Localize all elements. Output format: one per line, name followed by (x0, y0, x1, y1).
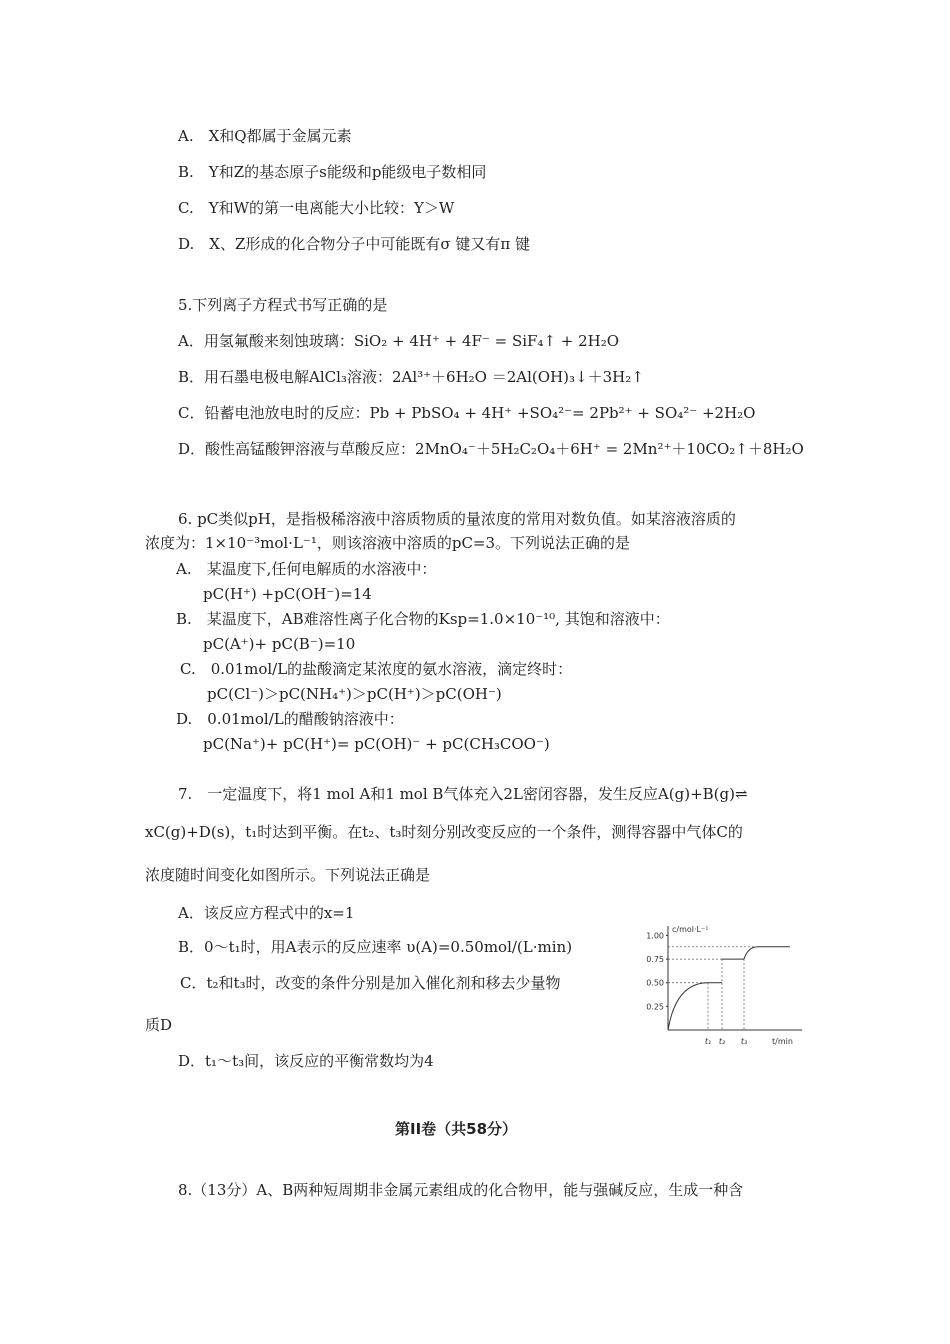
q5-option-b: B．用石墨电极电解AlCl₃溶液：2Al³⁺＋6H₂O ＝2Al(OH)₃↓＋3H₂↑ (178, 368, 644, 386)
q7-option-d: D．t₁～t₃间，该反应的平衡常数均为4 (178, 1052, 434, 1070)
q8-stem: 8.（13分）A、B两种短周期非金属元素组成的化合物甲，能与强碱反应，生成一种含 (178, 1181, 744, 1199)
q7-option-b: B．0～t₁时，用A表示的反应速率 υ(A)=0.50mol/(L·min) (178, 938, 573, 956)
q7-stem-line1: 7. 一定温度下，将1 mol A和1 mol B气体充入2L密闭容器，发生反应A(g)+B(g)⇌ (178, 785, 748, 803)
concentration-time-graph (630, 920, 805, 1050)
y-tick-label: 0.50 (646, 978, 664, 988)
q6-option-d-formula: pC(Na⁺)+ pC(H⁺)= pC(OH)⁻ + pC(CH₃COO⁻) (203, 735, 550, 753)
q7-option-c-cont: 质D (145, 1016, 173, 1034)
q7-option-c: C．t₂和t₃时，改变的条件分别是加入催化剂和移去少量物 (180, 974, 561, 992)
q4-option-d: D. X、Z形成的化合物分子中可能既有σ 键又有π 键 (178, 235, 530, 253)
q5-stem: 5.下列离子方程式书写正确的是 (178, 296, 388, 314)
q4-option-c: C. Y和W的第一电离能大小比较：Y＞W (178, 199, 455, 217)
x-tick-label: t₃ (740, 1037, 748, 1046)
q6-option-b-formula: pC(A⁺)+ pC(B⁻)=10 (203, 635, 356, 653)
q6-option-d: D. 0.01mol/L的醋酸钠溶液中： (176, 710, 404, 728)
q6-option-a-formula: pC(H⁺) +pC(OH⁻)=14 (203, 585, 372, 603)
x-tick-label: t₁ (704, 1037, 712, 1046)
y-axis-label: c/mol·L⁻¹ (672, 925, 709, 934)
section-title: 第II卷（共58分） (395, 1120, 518, 1138)
q4-option-b: B. Y和Z的基态原子s能级和p能级电子数相同 (178, 163, 487, 181)
q5-option-c: C．铅蓄电池放电时的反应：Pb + PbSO₄ + 4H⁺ +SO₄²⁻= 2Pb²⁺ + SO₄²⁻ +2H₂O (178, 404, 756, 422)
series-c-curve-final (744, 947, 790, 959)
q6-option-c: C. 0.01mol/L的盐酸滴定某浓度的氨水溶液，滴定终时： (180, 660, 573, 678)
q5-option-a: A．用氢氟酸来刻蚀玻璃：SiO₂ + 4H⁺ + 4F⁻ = SiF₄↑ + 2H₂O (178, 332, 620, 350)
q6-option-c-formula: pC(Cl⁻)＞pC(NH₄⁺)＞pC(H⁺)＞pC(OH⁻) (207, 685, 502, 703)
y-tick-label: 0.75 (646, 955, 664, 965)
x-axis-label: t/min (772, 1037, 793, 1046)
q7-stem-line3: 浓度随时间变化如图所示。下列说法正确是 (145, 866, 431, 884)
y-tick-label: 0.25 (646, 1002, 664, 1012)
q6-option-a: A. 某温度下,任何电解质的水溶液中： (176, 560, 437, 578)
q4-option-a: A. X和Q都属于金属元素 (178, 127, 352, 145)
q5-option-d: D．酸性高锰酸钾溶液与草酸反应：2MnO₄⁻＋5H₂C₂O₄＋6H⁺ = 2Mn²⁺＋10CO₂↑＋8H₂O (178, 440, 804, 458)
x-tick-label: t₂ (718, 1037, 726, 1046)
q7-stem-line2: xC(g)+D(s)，t₁时达到平衡。在t₂、t₃时刻分别改变反应的一个条件，测得容器中气体C的 (145, 823, 743, 841)
q7-option-a: A．该反应方程式中的x=1 (178, 904, 355, 922)
q6-stem-line2: 浓度为：1×10⁻³mol·L⁻¹，则该溶液中溶质的pC=3。下列说法正确的是 (145, 534, 631, 552)
y-tick-label: 1.00 (646, 931, 664, 941)
series-c-curve-rise (668, 983, 708, 1030)
q6-option-b: B. 某温度下，AB难溶性离子化合物的Ksp=1.0×10⁻¹⁰, 其饱和溶液中： (176, 610, 670, 628)
q6-stem-line1: 6. pC类似pH，是指极稀溶液中溶质物质的量浓度的常用对数负值。如某溶液溶质的 (178, 510, 736, 528)
